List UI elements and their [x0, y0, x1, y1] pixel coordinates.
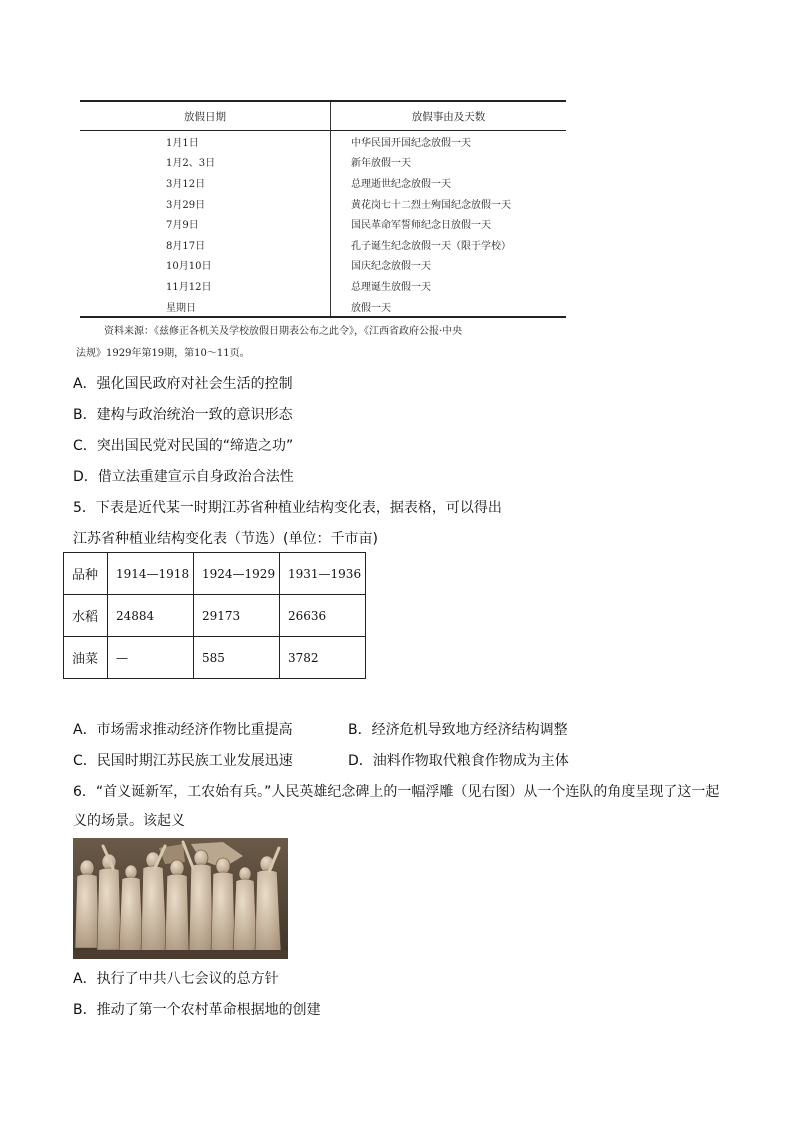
q5-option-b: B．经济危机导致地方经济结构调整: [348, 722, 568, 738]
holiday-source-line1: 资料来源：《兹修正各机关及学校放假日期表公布之此令》，《江西省政府公报·中央: [104, 326, 463, 337]
holiday-date: 7月9日: [166, 220, 199, 232]
holiday-date: 11月12日: [166, 281, 212, 293]
holiday-reason: 总理逝世纪念放假一天: [331, 172, 567, 193]
holiday-date: 10月10日: [166, 261, 212, 273]
crop-header-period2: 1924—1929: [194, 553, 280, 595]
holiday-source-line2: 法规》1929年第19期，第10～11页。: [76, 348, 250, 359]
q4-option-c: C．突出国民党对民国的“缔造之功”: [73, 438, 294, 454]
holiday-reason: 国庆纪念放假一天: [331, 255, 567, 276]
holiday-date: 8月17日: [166, 240, 206, 252]
crop-row-rapeseed-label: 油菜: [64, 637, 108, 679]
crop-cell: 26636: [280, 595, 366, 637]
relief-sculpture-image: [73, 838, 288, 959]
q5-stem: 5．下表是近代某一时期江苏省种植业结构变化表，据表格，可以得出: [73, 500, 502, 516]
q5-option-a: A．市场需求推动经济作物比重提高: [73, 722, 293, 738]
holiday-header-date: 放假日期: [184, 110, 226, 123]
holiday-row: [80, 131, 566, 152]
crop-cell: —: [108, 637, 194, 679]
q6-stem-line1: 6．“首义诞新军，工农始有兵。”人民英雄纪念碑上的一幅浮雕（见右图）从一个连队的角度呈现了这一起: [73, 784, 720, 800]
holiday-reason: 放假一天: [331, 296, 567, 318]
q5-option-c: C．民国时期江苏民族工业发展迅速: [73, 753, 293, 769]
crop-row-rice-label: 水稻: [64, 595, 108, 637]
holiday-date: 1月1日: [166, 137, 199, 149]
crop-header-variety: 品种: [64, 553, 108, 595]
crop-cell: 585: [194, 637, 280, 679]
crop-header-period3: 1931—1936: [280, 553, 366, 595]
q6-option-a: A．执行了中共八七会议的总方针: [73, 971, 279, 987]
holiday-reason: 中华民国开国纪念放假一天: [331, 131, 567, 152]
q4-option-a: A．强化国民政府对社会生活的控制: [73, 376, 293, 392]
holiday-row: [80, 193, 566, 214]
holiday-table: [80, 100, 566, 318]
holiday-header-reason: 放假事由及天数: [331, 101, 567, 131]
holiday-reason: 黄花岗七十二烈士殉国纪念放假一天: [331, 193, 567, 214]
holiday-row: [80, 152, 566, 173]
q5-option-d: D．油料作物取代粮食作物成为主体: [348, 753, 569, 769]
q4-option-d: D．借立法重建宣示自身政治合法性: [73, 469, 294, 485]
holiday-reason: 新年放假一天: [331, 152, 567, 173]
holiday-row: [80, 172, 566, 193]
holiday-date: 3月29日: [166, 199, 206, 211]
crop-cell: 3782: [280, 637, 366, 679]
holiday-row: [80, 296, 566, 318]
q4-option-b: B．建构与政治统治一致的意识形态: [73, 407, 293, 423]
q5-table-title: 江苏省种植业结构变化表（节选）(单位：千市亩): [73, 531, 378, 547]
crop-header-period1: 1914—1918: [108, 553, 194, 595]
holiday-reason: 总理诞生放假一天: [331, 275, 567, 296]
q6-option-b: B．推动了第一个农村革命根据地的创建: [73, 1002, 321, 1018]
holiday-date: 1月2、3日: [166, 158, 216, 170]
holiday-reason: 国民革命军誓师纪念日放假一天: [331, 213, 567, 234]
holiday-row: [80, 255, 566, 276]
holiday-date: 星期日: [166, 302, 196, 314]
holiday-row: [80, 234, 566, 255]
crop-table: [63, 552, 366, 679]
holiday-date: 3月12日: [166, 178, 206, 190]
holiday-reason: 孔子诞生纪念放假一天（限于学校）: [331, 234, 567, 255]
holiday-row: [80, 213, 566, 234]
holiday-row: [80, 275, 566, 296]
q6-stem-line2: 义的场景。该起义: [73, 813, 185, 829]
crop-cell: 29173: [194, 595, 280, 637]
crop-cell: 24884: [108, 595, 194, 637]
